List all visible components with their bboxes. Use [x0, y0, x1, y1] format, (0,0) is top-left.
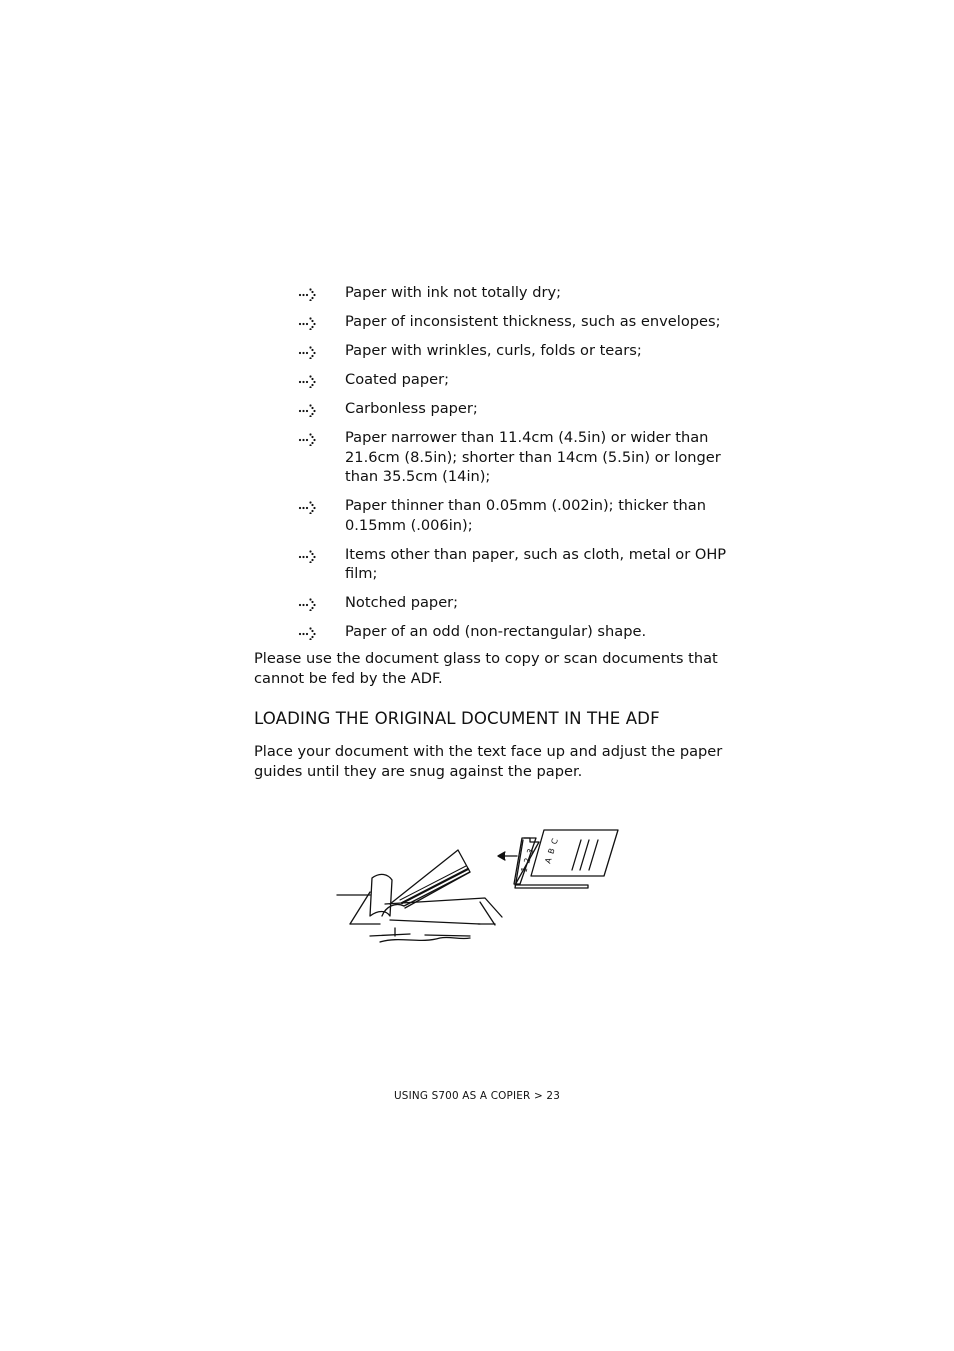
- list-item-text: Paper with wrinkles, curls, folds or tears;: [345, 342, 642, 359]
- front-sheet: [531, 830, 618, 876]
- list-item: [298, 428, 728, 487]
- list-item-text: Coated paper;: [345, 371, 450, 388]
- list-item-text: Paper thinner than 0.05mm (.002in); thicker than 0.15mm (.006in);: [345, 497, 706, 534]
- list-item: [298, 283, 728, 303]
- list-item: [298, 399, 728, 419]
- glass-note-paragraph: Please use the document glass to copy or scan documents that cannot be fed by the ADF.: [254, 650, 718, 687]
- dotted-arrow-icon: [298, 432, 320, 446]
- list-item-text: Carbonless paper;: [345, 400, 478, 417]
- list-item: [298, 341, 728, 361]
- front-sheet-label: A B C: [543, 836, 561, 865]
- feed-direction-arrow-icon: [498, 852, 517, 860]
- list-item: [298, 622, 728, 642]
- list-item-text: Paper narrower than 11.4cm (4.5in) or wider than 21.6cm (8.5in); shorter than 14cm (5.5in) or longer than 35.5cm (14in);: [345, 429, 721, 485]
- list-item-text: Paper of an odd (non-rectangular) shape.: [345, 623, 647, 640]
- dotted-arrow-icon: [298, 403, 320, 417]
- paper-stack-in-feeder: [370, 850, 470, 916]
- dotted-arrow-icon: [298, 549, 320, 563]
- list-item: [298, 545, 728, 584]
- list-item-text: Paper of inconsistent thickness, such as envelopes;: [345, 313, 721, 330]
- page-footer: USING S700 AS A COPIER > 23: [393, 1090, 561, 1102]
- dotted-arrow-icon: [298, 316, 320, 330]
- dotted-arrow-icon: [298, 500, 320, 514]
- dotted-arrow-icon: [298, 374, 320, 388]
- dotted-arrow-icon: [298, 345, 320, 359]
- instruction-paragraph: Place your document with the text face up and adjust the paper guides until they are snug against the paper.: [254, 743, 723, 780]
- list-item-text: Items other than paper, such as cloth, metal or OHP film;: [345, 545, 727, 582]
- unsuitable-paper-list: [298, 283, 728, 651]
- list-item: [298, 312, 728, 332]
- dotted-arrow-icon: [298, 287, 320, 301]
- dotted-arrow-icon: [298, 597, 320, 611]
- list-item: [298, 496, 728, 535]
- list-item: [298, 370, 728, 390]
- dotted-arrow-icon: [298, 626, 320, 640]
- list-item-text: Paper with ink not totally dry;: [345, 284, 562, 301]
- back-sheet-label: 1 2 3: [519, 846, 536, 874]
- section-heading: LOADING THE ORIGINAL DOCUMENT IN THE ADF: [254, 709, 660, 728]
- list-item: [298, 593, 728, 613]
- list-item-text: Notched paper;: [345, 594, 459, 611]
- adf-loading-illustration: [330, 820, 630, 955]
